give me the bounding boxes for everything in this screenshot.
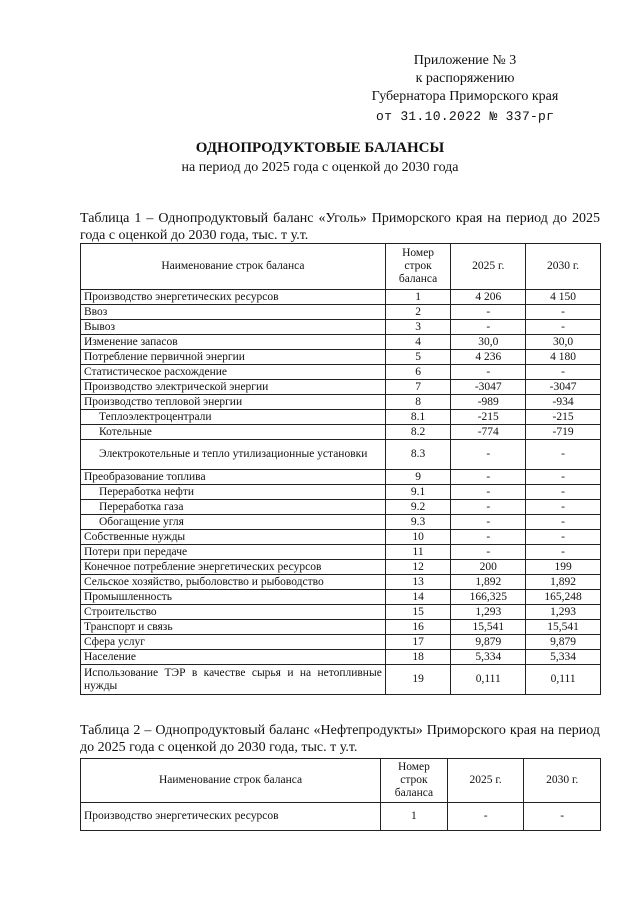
cell-name: Переработка газа: [81, 500, 386, 515]
cell-name: Преобразование топлива: [81, 470, 386, 485]
col-header-name: Наименование строк баланса: [81, 759, 381, 803]
col-header-2025: 2025 г.: [451, 244, 526, 290]
cell-name: Переработка нефти: [81, 485, 386, 500]
table-row: [81, 575, 601, 590]
cell-name: Использование ТЭР в качестве сырья и на нетопливные нужды: [81, 665, 386, 695]
cell-name: Котельные: [81, 425, 386, 440]
cell-value-2030: -: [526, 440, 601, 470]
cell-value-2025: 166,325: [451, 590, 526, 605]
cell-value-2030: 1,892: [526, 575, 601, 590]
table-row: [81, 320, 601, 335]
table-header-row: [81, 244, 601, 290]
cell-row-number: 5: [385, 350, 451, 365]
cell-value-2025: 1,892: [451, 575, 526, 590]
cell-value-2025: -: [451, 365, 526, 380]
table2-caption: Таблица 2 – Однопродуктовый баланс «Нефтепродукты» Приморского края на период до 2025 года с оценкой до 2030 года, тыс. т у.т.: [80, 723, 600, 755]
col-header-row-number: Номер строк баланса: [381, 759, 448, 803]
table-row: [81, 803, 601, 831]
cell-value-2025: 200: [451, 560, 526, 575]
cell-row-number: 14: [385, 590, 451, 605]
cell-row-number: 8.1: [385, 410, 451, 425]
cell-name: Обогащение угля: [81, 515, 386, 530]
cell-value-2025: -774: [451, 425, 526, 440]
table-row: [81, 290, 601, 305]
cell-row-number: 8.3: [385, 440, 451, 470]
table-row: [81, 305, 601, 320]
table-row: [81, 560, 601, 575]
cell-name: Сельское хозяйство, рыболовство и рыбоводство: [81, 575, 386, 590]
cell-row-number: 15: [385, 605, 451, 620]
coal-balance-body: [81, 290, 601, 695]
cell-value-2025: -: [451, 530, 526, 545]
cell-value-2030: 199: [526, 560, 601, 575]
cell-value-2025: -: [451, 500, 526, 515]
cell-value-2030: -: [526, 485, 601, 500]
cell-value-2025: -: [447, 803, 524, 831]
cell-value-2030: -: [526, 500, 601, 515]
cell-name: Производство электрической энергии: [81, 380, 386, 395]
coal-balance-table: [80, 243, 601, 695]
col-header-row-number: Номер строк баланса: [385, 244, 451, 290]
cell-row-number: 6: [385, 365, 451, 380]
table-row: [81, 650, 601, 665]
cell-value-2030: -: [526, 515, 601, 530]
cell-value-2025: -: [451, 545, 526, 560]
cell-value-2025: 1,293: [451, 605, 526, 620]
cell-value-2025: -: [451, 485, 526, 500]
cell-value-2030: 165,248: [526, 590, 601, 605]
cell-value-2030: -215: [526, 410, 601, 425]
cell-value-2030: -: [526, 365, 601, 380]
table-row: [81, 665, 601, 695]
cell-value-2025: 30,0: [451, 335, 526, 350]
cell-name: Транспорт и связь: [81, 620, 386, 635]
cell-row-number: 18: [385, 650, 451, 665]
cell-name: Строительство: [81, 605, 386, 620]
cell-value-2030: -: [526, 545, 601, 560]
cell-value-2030: -: [526, 470, 601, 485]
cell-value-2030: 1,293: [526, 605, 601, 620]
table-row: [81, 380, 601, 395]
cell-row-number: 3: [385, 320, 451, 335]
cell-row-number: 9.1: [385, 485, 451, 500]
cell-row-number: 8: [385, 395, 451, 410]
table-row: [81, 545, 601, 560]
cell-row-number: 12: [385, 560, 451, 575]
cell-value-2025: 9,879: [451, 635, 526, 650]
cell-value-2030: 5,334: [526, 650, 601, 665]
cell-value-2030: 4 180: [526, 350, 601, 365]
cell-value-2025: 5,334: [451, 650, 526, 665]
oil-products-balance-body: [81, 803, 601, 831]
cell-value-2030: -719: [526, 425, 601, 440]
oil-products-balance-table: [80, 758, 601, 831]
table-row: [81, 605, 601, 620]
cell-value-2025: -: [451, 515, 526, 530]
appendix-number: Приложение № 3: [413, 53, 517, 68]
cell-value-2030: -: [526, 320, 601, 335]
cell-value-2030: 9,879: [526, 635, 601, 650]
table-row: [81, 440, 601, 470]
cell-row-number: 9.2: [385, 500, 451, 515]
table-row: [81, 635, 601, 650]
table-row: [81, 425, 601, 440]
cell-value-2030: 30,0: [526, 335, 601, 350]
appendix-authority: Губернатора Приморского края: [371, 89, 559, 104]
table-row: [81, 485, 601, 500]
cell-value-2025: -: [451, 305, 526, 320]
col-header-name: Наименование строк баланса: [81, 244, 386, 290]
col-header-2030: 2030 г.: [524, 759, 601, 803]
cell-name: Сфера услуг: [81, 635, 386, 650]
table-header-row: [81, 759, 601, 803]
cell-row-number: 2: [385, 305, 451, 320]
table-row: [81, 395, 601, 410]
cell-value-2030: 15,541: [526, 620, 601, 635]
cell-value-2025: -989: [451, 395, 526, 410]
cell-row-number: 11: [385, 545, 451, 560]
cell-value-2025: 0,111: [451, 665, 526, 695]
cell-name: Изменение запасов: [81, 335, 386, 350]
cell-row-number: 9: [385, 470, 451, 485]
table-row: [81, 350, 601, 365]
document-title: ОДНОПРОДУКТОВЫЕ БАЛАНСЫ: [195, 140, 445, 156]
cell-name: Потери при передаче: [81, 545, 386, 560]
cell-value-2025: -: [451, 320, 526, 335]
cell-value-2025: 4 206: [451, 290, 526, 305]
cell-value-2025: -: [451, 470, 526, 485]
table-row: [81, 365, 601, 380]
cell-value-2025: -: [451, 440, 526, 470]
table-row: [81, 470, 601, 485]
cell-name: Производство энергетических ресурсов: [81, 290, 386, 305]
cell-row-number: 16: [385, 620, 451, 635]
cell-name: Население: [81, 650, 386, 665]
cell-value-2030: -3047: [526, 380, 601, 395]
col-header-2025: 2025 г.: [447, 759, 524, 803]
table-row: [81, 620, 601, 635]
table-row: [81, 335, 601, 350]
cell-name: Собственные нужды: [81, 530, 386, 545]
table1-caption: Таблица 1 – Однопродуктовый баланс «Уголь» Приморского края на период до 2025 года с оценкой до 2030 года, тыс. т у.т.: [80, 211, 600, 243]
cell-row-number: 19: [385, 665, 451, 695]
cell-name: Статистическое расхождение: [81, 365, 386, 380]
table-row: [81, 590, 601, 605]
cell-value-2030: 4 150: [526, 290, 601, 305]
cell-name: Потребление первичной энергии: [81, 350, 386, 365]
cell-value-2025: -215: [451, 410, 526, 425]
document-subtitle: на период до 2025 года с оценкой до 2030 года: [181, 160, 459, 175]
cell-row-number: 17: [385, 635, 451, 650]
cell-row-number: 4: [385, 335, 451, 350]
cell-name: Производство энергетических ресурсов: [81, 803, 381, 831]
cell-value-2030: 0,111: [526, 665, 601, 695]
cell-name: Производство тепловой энергии: [81, 395, 386, 410]
date-number-stamp: от 31.10.2022 № 337-рг: [375, 109, 555, 124]
cell-row-number: 13: [385, 575, 451, 590]
cell-value-2030: -: [526, 305, 601, 320]
table-row: [81, 530, 601, 545]
cell-name: Теплоэлектроцентрали: [81, 410, 386, 425]
cell-value-2025: 4 236: [451, 350, 526, 365]
cell-row-number: 9.3: [385, 515, 451, 530]
appendix-header: [330, 52, 600, 126]
cell-name: Промышленность: [81, 590, 386, 605]
cell-row-number: 10: [385, 530, 451, 545]
cell-value-2030: -: [524, 803, 601, 831]
cell-value-2025: -3047: [451, 380, 526, 395]
cell-value-2025: 15,541: [451, 620, 526, 635]
table-row: [81, 410, 601, 425]
table-row: [81, 515, 601, 530]
table-row: [81, 500, 601, 515]
cell-row-number: 1: [385, 290, 451, 305]
col-header-2030: 2030 г.: [526, 244, 601, 290]
cell-value-2030: -934: [526, 395, 601, 410]
appendix-order-ref: к распоряжению: [415, 71, 515, 86]
cell-row-number: 8.2: [385, 425, 451, 440]
cell-value-2030: -: [526, 530, 601, 545]
cell-name: Электрокотельные и тепло утилизационные установки: [81, 440, 386, 470]
cell-name: Конечное потребление энергетических ресурсов: [81, 560, 386, 575]
cell-name: Ввоз: [81, 305, 386, 320]
cell-name: Вывоз: [81, 320, 386, 335]
cell-row-number: 1: [381, 803, 448, 831]
cell-row-number: 7: [385, 380, 451, 395]
